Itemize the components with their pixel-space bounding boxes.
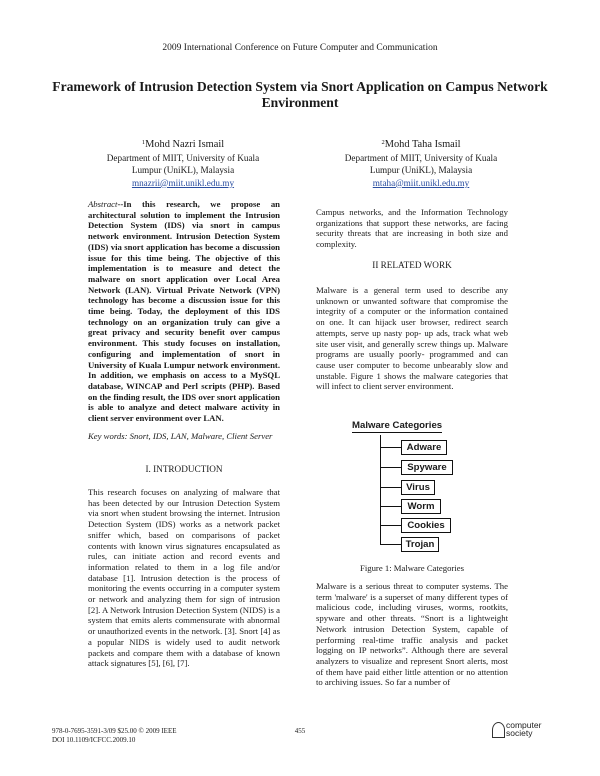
logo-line: society — [506, 728, 533, 738]
related-work-paragraph: Malware is a general term used to describe any unknown or unwanted software that compromise the integrity of a computer or the information contained on one. It can hijack user browser, redirect search attempts, serve up nasty pop- up ads, track what web site user visit, and generally screw things up. Malware programs are usually poorly- programmed and can cause user computer to become unbearably slow and unstable. Figure 1 shows the malware categories that will infect to client server environment. — [316, 285, 508, 392]
author-number: 2 — [381, 139, 385, 146]
author-affiliation-line: Lumpur (UniKL), Malaysia — [131, 165, 235, 176]
author-email-link[interactable]: mtaha@miit.unikl.edu.my — [372, 177, 470, 188]
author-number: 1 — [141, 139, 146, 146]
author-name — [68, 137, 298, 152]
author-affiliation-line: Department of MIIT, University of Kuala — [344, 152, 498, 163]
logo-line: computer — [506, 720, 542, 730]
figure-tick — [380, 467, 401, 468]
keywords: Key words: Snort, IDS, LAN, Malware, Client Server — [88, 431, 273, 441]
introduction-paragraph: This research focuses on analyzing of malware that has been detected by our Intrusion Detection System via snort when student browsing the internet. Intrusion Detection System (IDS) works as a network packet sniffer which, based on comparisons of packet contents with known virus signatures encapsulated as rules, can initiate action and record events and information related to them in a log file and/or database [1]. Intrusion detection is the process of monitoring the events occurring in a computer system or network and analyzing them for sign of intrusion [2]. A Network Intrusion Detection System (NIDS) is a system that emits alerts commensurate with abnormal or unauthorized events in the network. [3]. Snort [4] as a popular NIDS is widely used to audit network packets and compare them with a database of known attack signatures [5], [6], [7]. — [88, 487, 280, 669]
computer-society-logo — [492, 719, 562, 743]
logo-text — [506, 721, 541, 737]
figure-connector-line — [380, 435, 381, 544]
section-heading-introduction: I. INTRODUCTION — [145, 464, 223, 474]
figure-item-box: Virus — [401, 480, 435, 495]
malware-paragraph: Malware is a serious threat to computer systems. The term 'malware' is a superset of many different types of malicious code, including viruses, worms, rootkits, spyware and other threats. “Snort is a lightweight Network intrusion Detection System, capable of performing real-time traffic analysis and packet logging on IP networks”. Although there are several analyzers to visualize and represent Snort alerts, most of them have paid either little attention or no attention to archiving issues. So far a number of — [316, 581, 508, 688]
paper-title: Framework of Intrusion Detection System via Snort Application on Campus Network Environment — [52, 79, 548, 110]
author-block-2 — [306, 137, 536, 189]
author-email-link[interactable]: mnazrii@miit.unikl.edu.my — [131, 177, 235, 188]
figure-item-box: Trojan — [401, 537, 439, 552]
figure-item-box: Adware — [401, 440, 447, 455]
abstract-text: --In this research, we propose an architectural solution to implement the Intrusion Detection System (IDS) via snort in campus network environment. Intrusion Detection System (IDS) via snort application has become a discussion issue for this time being. The objective of this implementation is to measure and detect the malware on snort application over Local Area Network (LAN). Virtual Private Network (VPN) technology has become a discussion issue for this time being. Today, the deployment of this IDS technology on an organization truly can give a great privacy and security benefit over campus environment. This study focuses on installation, configuring and implementation of snort in University of Kuala Lumpur network environment. In addition, we emphasis on access to a MySQL database, WINCAP and Perl scripts (PHP). Based on the finding result, the IDS over snort application is able to analyze and detect malware activity in client server environment over LAN. — [88, 199, 280, 424]
author-affiliation-line: Lumpur (UniKL), Malaysia — [369, 165, 473, 176]
figure-tick — [380, 525, 401, 526]
footer-doi: DOI 10.1109/ICFCC.2009.10 — [52, 736, 136, 744]
figure-tick — [380, 487, 401, 488]
figure-item-box: Cookies — [401, 518, 451, 533]
author-name-text: Mohd Taha Ismail — [384, 139, 461, 150]
author-block-1 — [68, 137, 298, 189]
author-name — [306, 137, 536, 152]
figure-title: Malware Categories — [352, 420, 443, 431]
figure-tick — [380, 506, 401, 507]
computer-society-icon — [492, 722, 505, 738]
section-heading-related-work: II RELATED WORK — [372, 260, 452, 270]
figure-item-box: Worm — [401, 499, 441, 514]
footer-isbn: 978-0-7695-3591-3/09 $25.00 © 2009 IEEE — [52, 727, 177, 735]
abstract-label: Abstract — [88, 199, 118, 209]
figure-item-box: Spyware — [401, 460, 453, 475]
conference-header: 2009 International Conference on Future Computer and Communication — [162, 43, 438, 53]
author-affiliation-line: Department of MIIT, University of Kuala — [106, 152, 260, 163]
intro-continued-paragraph: Campus networks, and the Information Technology organizations that support these networks, are facing security threats that are increasing in both size and complexity. — [316, 207, 508, 250]
page-number: 455 — [294, 727, 306, 735]
abstract — [88, 199, 280, 424]
author-name-text: Mohd Nazri Ismail — [145, 139, 225, 150]
figure-caption: Figure 1: Malware Categories — [360, 563, 464, 573]
figure-tick — [380, 544, 401, 545]
figure-tick — [380, 447, 401, 448]
